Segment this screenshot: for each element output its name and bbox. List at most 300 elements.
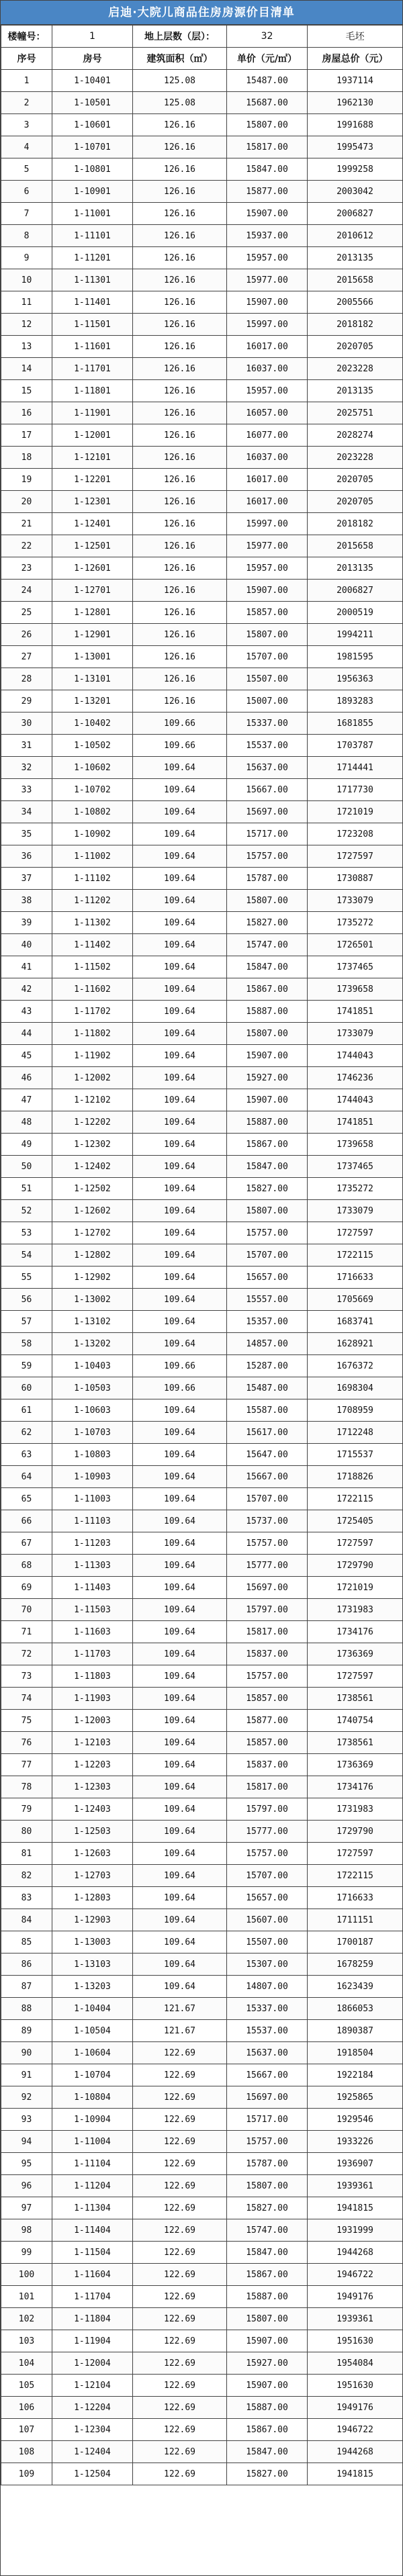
unit-price: 15507.00	[227, 668, 308, 690]
table-row	[1, 1532, 403, 1555]
unit-number: 1-13002	[52, 1289, 133, 1311]
unit-price: 15007.00	[227, 690, 308, 712]
floor-area: 109.64	[133, 1909, 227, 1931]
floor-area: 126.16	[133, 314, 227, 336]
unit-number: 1-12502	[52, 1178, 133, 1200]
total-price: 1623439	[308, 1976, 403, 1998]
floor-area: 109.64	[133, 1665, 227, 1688]
unit-price: 15817.00	[227, 1776, 308, 1798]
unit-number: 1-10602	[52, 757, 133, 779]
row-index: 90	[1, 2042, 52, 2064]
unit-number: 1-12104	[52, 2375, 133, 2397]
unit-price: 15607.00	[227, 1909, 308, 1931]
table-row	[1, 1555, 403, 1577]
table-row	[1, 1577, 403, 1599]
header-unit: 房号	[52, 48, 133, 70]
unit-number: 1-11103	[52, 1510, 133, 1532]
floor-area: 126.16	[133, 136, 227, 158]
table-row	[1, 447, 403, 469]
row-index: 29	[1, 690, 52, 712]
unit-price: 15337.00	[227, 1998, 308, 2020]
total-price: 1700187	[308, 1931, 403, 1953]
floor-area: 122.69	[133, 2242, 227, 2264]
table-row	[1, 624, 403, 646]
floor-area: 109.64	[133, 1953, 227, 1976]
table-row	[1, 1377, 403, 1399]
floor-area: 126.16	[133, 203, 227, 225]
total-price: 2023228	[308, 447, 403, 469]
unit-price: 15777.00	[227, 1555, 308, 1577]
floor-area: 126.16	[133, 380, 227, 402]
unit-price: 15487.00	[227, 1377, 308, 1399]
row-index: 82	[1, 1865, 52, 1887]
floor-area: 109.64	[133, 845, 227, 868]
floor-area: 122.69	[133, 2064, 227, 2086]
table-row	[1, 2308, 403, 2330]
floor-area: 109.64	[133, 1621, 227, 1643]
row-index: 91	[1, 2064, 52, 2086]
floor-area: 125.08	[133, 92, 227, 114]
unit-number: 1-12603	[52, 1843, 133, 1865]
floor-area: 109.64	[133, 1222, 227, 1244]
unit-number: 1-10704	[52, 2064, 133, 2086]
floor-area: 109.64	[133, 801, 227, 823]
building-value: 1	[52, 26, 133, 48]
floor-area: 121.67	[133, 2020, 227, 2042]
unit-price: 15707.00	[227, 646, 308, 668]
table-row	[1, 2463, 403, 2485]
unit-number: 1-11703	[52, 1643, 133, 1665]
row-index: 73	[1, 1665, 52, 1688]
unit-price: 15687.00	[227, 92, 308, 114]
unit-number: 1-12703	[52, 1865, 133, 1887]
row-index: 15	[1, 380, 52, 402]
table-row	[1, 469, 403, 491]
unit-number: 1-12803	[52, 1887, 133, 1909]
table-row	[1, 1001, 403, 1023]
row-index: 54	[1, 1244, 52, 1267]
unit-price: 15867.00	[227, 2419, 308, 2441]
floor-area: 126.16	[133, 535, 227, 557]
total-price: 1962130	[308, 92, 403, 114]
unit-number: 1-12401	[52, 513, 133, 535]
total-price: 1922184	[308, 2064, 403, 2086]
row-index: 41	[1, 956, 52, 978]
floor-area: 109.64	[133, 1688, 227, 1710]
unit-price: 15927.00	[227, 1067, 308, 1089]
row-index: 103	[1, 2330, 52, 2352]
unit-number: 1-12701	[52, 580, 133, 602]
table-row	[1, 602, 403, 624]
floor-area: 122.69	[133, 2264, 227, 2286]
unit-price: 15697.00	[227, 1577, 308, 1599]
floor-area: 126.16	[133, 469, 227, 491]
floor-area: 109.64	[133, 1466, 227, 1488]
total-price: 1739658	[308, 978, 403, 1001]
total-price: 1723208	[308, 823, 403, 845]
row-index: 104	[1, 2352, 52, 2375]
total-price: 1729790	[308, 1555, 403, 1577]
unit-price: 15857.00	[227, 1732, 308, 1754]
floor-area: 109.64	[133, 1156, 227, 1178]
unit-price: 15737.00	[227, 1510, 308, 1532]
table-row	[1, 203, 403, 225]
table-row	[1, 1333, 403, 1355]
row-index: 3	[1, 114, 52, 136]
row-index: 35	[1, 823, 52, 845]
floor-area: 109.64	[133, 956, 227, 978]
unit-price: 15847.00	[227, 1156, 308, 1178]
unit-number: 1-12702	[52, 1222, 133, 1244]
table-row	[1, 1289, 403, 1311]
unit-price: 15857.00	[227, 602, 308, 624]
unit-number: 1-11304	[52, 2197, 133, 2219]
table-row	[1, 1422, 403, 1444]
unit-number: 1-11903	[52, 1688, 133, 1710]
row-index: 89	[1, 2020, 52, 2042]
row-index: 1	[1, 70, 52, 92]
table-row	[1, 690, 403, 712]
unit-price: 14857.00	[227, 1333, 308, 1355]
table-row	[1, 1710, 403, 1732]
floor-area: 109.64	[133, 1532, 227, 1555]
row-index: 38	[1, 890, 52, 912]
total-price: 1866053	[308, 1998, 403, 2020]
unit-price: 15807.00	[227, 1023, 308, 1045]
floor-area: 122.69	[133, 2086, 227, 2109]
row-index: 77	[1, 1754, 52, 1776]
floor-area: 109.64	[133, 1200, 227, 1222]
total-price: 1727597	[308, 1222, 403, 1244]
floor-area: 126.16	[133, 513, 227, 535]
row-index: 86	[1, 1953, 52, 1976]
unit-number: 1-11004	[52, 2131, 133, 2153]
floor-area: 126.16	[133, 668, 227, 690]
total-price: 2023228	[308, 358, 403, 380]
unit-number: 1-10801	[52, 158, 133, 181]
row-index: 108	[1, 2441, 52, 2463]
floor-area: 109.64	[133, 823, 227, 845]
table-row	[1, 1311, 403, 1333]
floor-area: 109.64	[133, 1111, 227, 1134]
floor-area: 126.16	[133, 336, 227, 358]
floors-value: 32	[227, 26, 308, 48]
total-price: 1716633	[308, 1267, 403, 1289]
unit-price: 15937.00	[227, 225, 308, 247]
unit-number: 1-11404	[52, 2219, 133, 2242]
row-index: 97	[1, 2197, 52, 2219]
unit-price: 15997.00	[227, 513, 308, 535]
floor-area: 126.16	[133, 491, 227, 513]
total-price: 2020705	[308, 336, 403, 358]
floor-area: 109.64	[133, 1045, 227, 1067]
floor-area: 109.64	[133, 1821, 227, 1843]
unit-price: 15847.00	[227, 158, 308, 181]
total-price: 1738561	[308, 1688, 403, 1710]
total-price: 1995473	[308, 136, 403, 158]
unit-price: 15787.00	[227, 868, 308, 890]
floor-area: 109.66	[133, 735, 227, 757]
row-index: 26	[1, 624, 52, 646]
total-price: 1951630	[308, 2375, 403, 2397]
unit-number: 1-11501	[52, 314, 133, 336]
floor-area: 109.64	[133, 1333, 227, 1355]
unit-price: 15997.00	[227, 314, 308, 336]
table-row	[1, 1688, 403, 1710]
floor-area: 122.69	[133, 2352, 227, 2375]
header-area: 建筑面积（㎡）	[133, 48, 227, 70]
table-row	[1, 2419, 403, 2441]
unit-number: 1-11502	[52, 956, 133, 978]
total-price: 2025751	[308, 402, 403, 424]
row-index: 79	[1, 1798, 52, 1821]
total-price: 2013135	[308, 380, 403, 402]
unit-number: 1-10404	[52, 1998, 133, 2020]
total-price: 1936907	[308, 2153, 403, 2175]
table-row	[1, 1267, 403, 1289]
floor-area: 109.64	[133, 1599, 227, 1621]
unit-number: 1-12501	[52, 535, 133, 557]
floor-area: 109.64	[133, 1178, 227, 1200]
total-price: 1944268	[308, 2242, 403, 2264]
unit-price: 15287.00	[227, 1355, 308, 1377]
unit-number: 1-12004	[52, 2352, 133, 2375]
total-price: 1933226	[308, 2131, 403, 2153]
total-price: 2020705	[308, 491, 403, 513]
table-row	[1, 845, 403, 868]
unit-number: 1-13003	[52, 1931, 133, 1953]
unit-number: 1-10904	[52, 2109, 133, 2131]
building-label: 楼幢号：	[1, 26, 52, 48]
table-row	[1, 1776, 403, 1798]
floor-area: 109.64	[133, 1732, 227, 1754]
total-price: 2000519	[308, 602, 403, 624]
unit-number: 1-10804	[52, 2086, 133, 2109]
unit-number: 1-10701	[52, 136, 133, 158]
table-row	[1, 1045, 403, 1067]
unit-price: 15827.00	[227, 2197, 308, 2219]
floor-area: 109.64	[133, 1244, 227, 1267]
unit-price: 15757.00	[227, 1222, 308, 1244]
table-row	[1, 1488, 403, 1510]
row-index: 71	[1, 1621, 52, 1643]
table-row	[1, 1023, 403, 1045]
unit-number: 1-12404	[52, 2441, 133, 2463]
row-index: 59	[1, 1355, 52, 1377]
floor-area: 109.64	[133, 868, 227, 890]
table-row	[1, 70, 403, 92]
table-row	[1, 225, 403, 247]
table-row	[1, 314, 403, 336]
floor-area: 121.67	[133, 1998, 227, 2020]
floor-area: 122.69	[133, 2219, 227, 2242]
row-index: 69	[1, 1577, 52, 1599]
unit-number: 1-11201	[52, 247, 133, 269]
unit-price: 15957.00	[227, 247, 308, 269]
floor-area: 126.16	[133, 247, 227, 269]
total-price: 1994211	[308, 624, 403, 646]
total-price: 1731983	[308, 1798, 403, 1821]
floor-area: 126.16	[133, 557, 227, 580]
table-row	[1, 1599, 403, 1621]
table-row	[1, 1134, 403, 1156]
table-row	[1, 1931, 403, 1953]
table-row	[1, 247, 403, 269]
floor-area: 122.69	[133, 2308, 227, 2330]
unit-price: 15587.00	[227, 1399, 308, 1422]
floor-area: 109.64	[133, 1865, 227, 1887]
unit-number: 1-10403	[52, 1355, 133, 1377]
table-row	[1, 1156, 403, 1178]
row-index: 9	[1, 247, 52, 269]
total-price: 1736369	[308, 1754, 403, 1776]
table-row	[1, 712, 403, 735]
total-price: 1683741	[308, 1311, 403, 1333]
unit-price: 15907.00	[227, 580, 308, 602]
table-row	[1, 136, 403, 158]
unit-price: 15667.00	[227, 779, 308, 801]
unit-number: 1-10603	[52, 1399, 133, 1422]
unit-number: 1-11104	[52, 2153, 133, 2175]
unit-price: 15647.00	[227, 1444, 308, 1466]
total-price: 1715537	[308, 1444, 403, 1466]
unit-price: 15877.00	[227, 181, 308, 203]
unit-price: 15957.00	[227, 557, 308, 580]
total-price: 1727597	[308, 1532, 403, 1555]
table-row	[1, 1244, 403, 1267]
total-price: 1730887	[308, 868, 403, 890]
row-index: 12	[1, 314, 52, 336]
unit-number: 1-12001	[52, 424, 133, 447]
price-table	[1, 25, 403, 2485]
total-price: 1944268	[308, 2441, 403, 2463]
floor-area: 122.69	[133, 2397, 227, 2419]
unit-price: 15657.00	[227, 1887, 308, 1909]
row-index: 13	[1, 336, 52, 358]
unit-price: 15717.00	[227, 823, 308, 845]
unit-number: 1-11203	[52, 1532, 133, 1555]
table-row	[1, 1621, 403, 1643]
row-index: 74	[1, 1688, 52, 1710]
unit-price: 15667.00	[227, 2064, 308, 2086]
total-price: 1736369	[308, 1643, 403, 1665]
unit-number: 1-11804	[52, 2308, 133, 2330]
unit-price: 15667.00	[227, 1466, 308, 1488]
table-row	[1, 1798, 403, 1821]
table-row	[1, 1665, 403, 1688]
floor-area: 109.64	[133, 1798, 227, 1821]
total-price: 1941815	[308, 2463, 403, 2485]
total-price: 1737465	[308, 956, 403, 978]
unit-number: 1-11701	[52, 358, 133, 380]
total-price: 1735272	[308, 1178, 403, 1200]
unit-number: 1-11303	[52, 1555, 133, 1577]
unit-number: 1-13201	[52, 690, 133, 712]
total-price: 1939361	[308, 2308, 403, 2330]
row-index: 105	[1, 2375, 52, 2397]
row-index: 75	[1, 1710, 52, 1732]
unit-price: 15657.00	[227, 1267, 308, 1289]
table-row	[1, 1821, 403, 1843]
unit-number: 1-11401	[52, 291, 133, 314]
unit-number: 1-13001	[52, 646, 133, 668]
total-price: 1727597	[308, 1843, 403, 1865]
floor-area: 122.69	[133, 2441, 227, 2463]
table-row	[1, 1399, 403, 1422]
unit-price: 15817.00	[227, 136, 308, 158]
table-row	[1, 912, 403, 934]
unit-number: 1-12402	[52, 1156, 133, 1178]
total-price: 1725405	[308, 1510, 403, 1532]
row-index: 28	[1, 668, 52, 690]
row-index: 102	[1, 2308, 52, 2330]
total-price: 2003042	[308, 181, 403, 203]
unit-price: 15887.00	[227, 1001, 308, 1023]
total-price: 2015658	[308, 535, 403, 557]
unit-number: 1-10504	[52, 2020, 133, 2042]
row-index: 61	[1, 1399, 52, 1422]
building-info-row	[1, 26, 403, 48]
unit-price: 15537.00	[227, 2020, 308, 2042]
floor-area: 122.69	[133, 2375, 227, 2397]
unit-price: 15807.00	[227, 1200, 308, 1222]
row-index: 24	[1, 580, 52, 602]
unit-number: 1-12002	[52, 1067, 133, 1089]
unit-number: 1-12503	[52, 1821, 133, 1843]
table-row	[1, 1643, 403, 1665]
total-price: 1939361	[308, 2175, 403, 2197]
table-row	[1, 1976, 403, 1998]
row-index: 67	[1, 1532, 52, 1555]
floor-area: 122.69	[133, 2175, 227, 2197]
row-index: 51	[1, 1178, 52, 1200]
floor-area: 109.64	[133, 1931, 227, 1953]
row-index: 23	[1, 557, 52, 580]
table-row	[1, 92, 403, 114]
unit-number: 1-11801	[52, 380, 133, 402]
row-index: 83	[1, 1887, 52, 1909]
floor-area: 109.64	[133, 1089, 227, 1111]
floor-area: 109.64	[133, 1289, 227, 1311]
table-row	[1, 291, 403, 314]
unit-number: 1-12202	[52, 1111, 133, 1134]
row-index: 7	[1, 203, 52, 225]
row-index: 44	[1, 1023, 52, 1045]
unit-price: 15507.00	[227, 1931, 308, 1953]
total-price: 1951630	[308, 2330, 403, 2352]
floor-area: 109.64	[133, 1710, 227, 1732]
total-price: 1678259	[308, 1953, 403, 1976]
floor-area: 126.16	[133, 646, 227, 668]
unit-number: 1-13103	[52, 1953, 133, 1976]
floor-area: 126.16	[133, 580, 227, 602]
unit-number: 1-10501	[52, 92, 133, 114]
row-index: 78	[1, 1776, 52, 1798]
unit-price: 15907.00	[227, 1045, 308, 1067]
unit-number: 1-12903	[52, 1909, 133, 1931]
row-index: 30	[1, 712, 52, 735]
unit-number: 1-11803	[52, 1665, 133, 1688]
total-price: 1722115	[308, 1244, 403, 1267]
floor-area: 109.64	[133, 1001, 227, 1023]
unit-number: 1-10901	[52, 181, 133, 203]
total-price: 2018182	[308, 314, 403, 336]
unit-number: 1-13101	[52, 668, 133, 690]
total-price: 2013135	[308, 247, 403, 269]
header-unit-price: 单价（元/㎡）	[227, 48, 308, 70]
page-title: 启迪·大院儿商品住房房源价目清单	[1, 1, 402, 25]
unit-price: 15807.00	[227, 624, 308, 646]
